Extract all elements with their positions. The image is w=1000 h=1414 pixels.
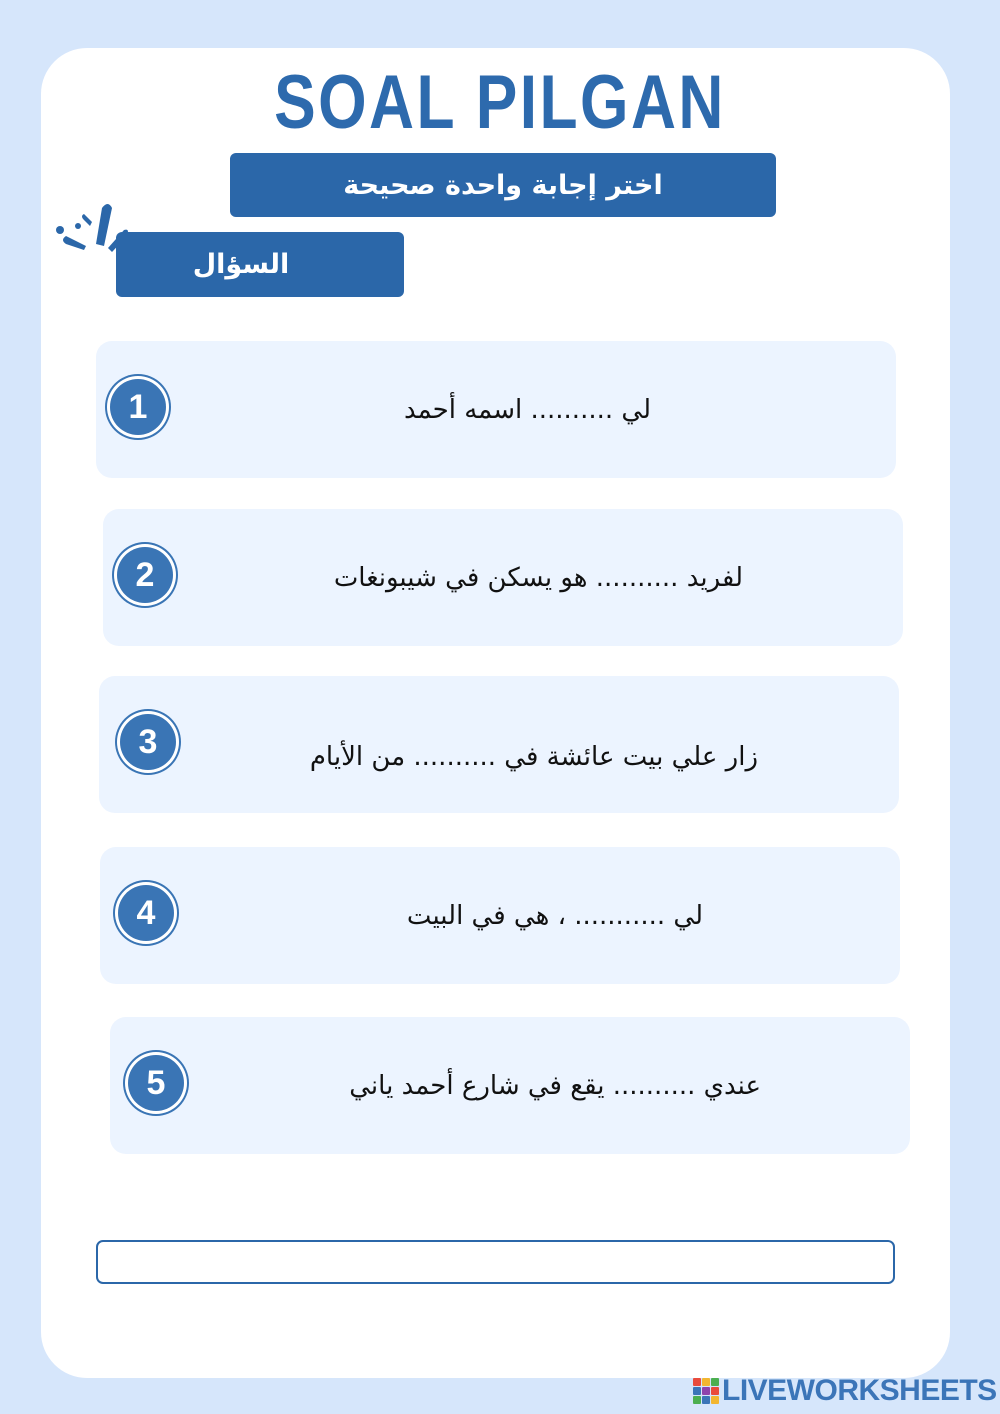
liveworksheets-branding [693,1374,997,1408]
question-card [103,509,903,646]
question-number-badge: 2 [117,547,173,603]
liveworksheets-logo-icon [693,1378,719,1404]
question-number-badge: 1 [110,379,166,435]
page-title: SOAL PILGAN [274,60,726,145]
question-number-badge: 3 [120,714,176,770]
question-text: زار علي بيت عائشة في .......... من الأيام [309,741,758,772]
question-text: لي .......... اسمه أحمد [404,394,651,425]
question-label [116,232,404,297]
instruction-banner [230,153,776,217]
question-label-text: السؤال [192,249,290,280]
question-card [110,1017,910,1154]
question-number-badge: 4 [118,885,174,941]
question-text: لي ........... ، هي في البيت [406,900,703,931]
question-card [96,341,896,478]
question-number-badge: 5 [128,1055,184,1111]
answer-input-box[interactable] [96,1240,895,1284]
question-card [99,676,899,813]
question-text: عندي .......... يقع في شارع أحمد ياني [349,1070,761,1101]
question-text: لفريد .......... هو يسكن في شيبونغات [333,562,743,593]
question-card [100,847,900,984]
instruction-text: اختر إجابة واحدة صحيحة [343,169,663,201]
branding-text: LIVEWORKSHEETS [722,1374,997,1407]
